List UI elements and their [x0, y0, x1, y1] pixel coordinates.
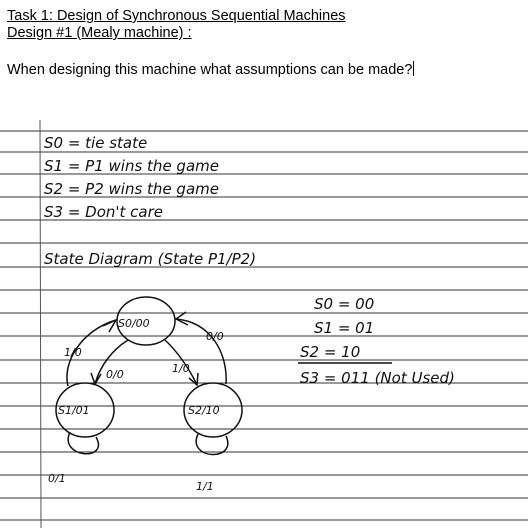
edge-label-5: 0/1	[48, 472, 66, 485]
note-line-s0: S0 = tie state	[44, 134, 148, 152]
encoding-s1: S1 = 01	[314, 319, 375, 337]
question-line[interactable]	[7, 61, 414, 79]
state-label-s1: S1/01	[58, 404, 90, 417]
encoding-s2: S2 = 10	[300, 343, 361, 361]
edge-label-3: 0/0	[206, 330, 224, 343]
note-line-s2: S2 = P2 wins the game	[44, 180, 219, 198]
encoding-s0: S0 = 00	[314, 295, 375, 313]
note-line-s3: S3 = Don't care	[44, 203, 164, 221]
question-text: When designing this machine what assumptions can be made?	[7, 62, 413, 78]
note-line-s1: S1 = P1 wins the game	[44, 157, 219, 175]
edge-label-4: 1/0	[172, 362, 190, 375]
encoding-s3: S3 = 011 (Not Used)	[300, 369, 455, 387]
text-caret	[413, 61, 414, 76]
handwritten-notes-image	[0, 118, 528, 528]
diagram-heading: State Diagram (State P1/P2)	[44, 250, 257, 268]
margin-line	[40, 120, 41, 528]
edge-label-2: 0/0	[106, 368, 124, 381]
state-label-s0: S0/00	[118, 317, 150, 330]
edge-label-6: 1/1	[196, 480, 214, 493]
state-label-s2: S2/10	[188, 404, 220, 417]
design-subtitle: Design #1 (Mealy machine) :	[7, 25, 192, 41]
edge-label-1: 1/0	[64, 346, 82, 359]
arrowhead-s0-right	[176, 312, 188, 325]
task-title: Task 1: Design of Synchronous Sequential Machines	[7, 8, 346, 24]
